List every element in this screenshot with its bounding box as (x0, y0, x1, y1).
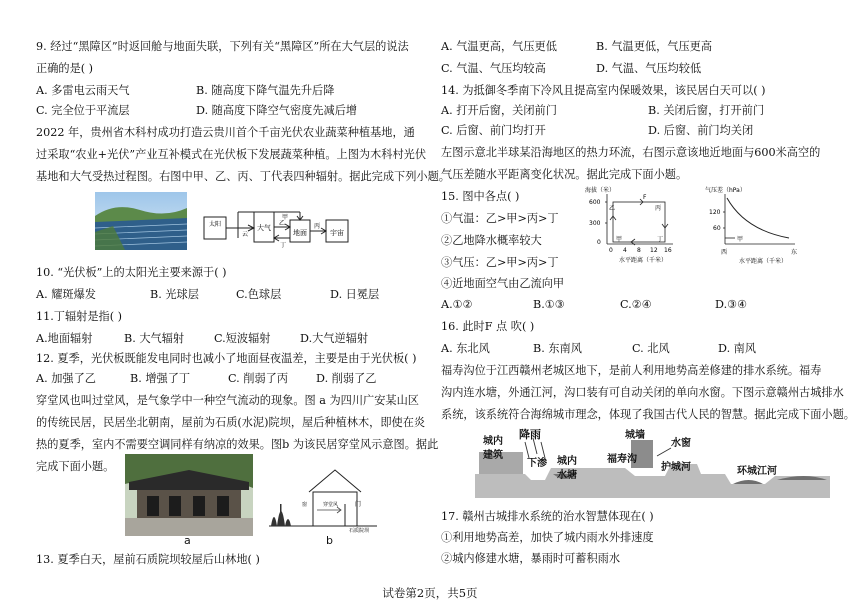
passage2-line-2: 的传统民居，民居坐北朝南，屋前为石质(水泥)院坝，屋后种植林木，即使在炎 (36, 416, 426, 429)
passage4-line-3: 系统，该系统符合海绵城市理念，体现了我国古代人民的智慧。据此完成下面小题。 (441, 408, 855, 421)
passage4-line-1: 福寿沟位于江西赣州老城区地下，是前人利用地势高差修建的排水系统。福寿 (441, 364, 822, 377)
chart1-point-jia: 甲 (616, 236, 623, 243)
passage4-line-2: 沟内连水塘，外通江河，沟口装有可自动关闭的单向水窗。下图示意赣州古城排水 (441, 386, 844, 399)
fushou-seep-label: 下渗 (527, 458, 547, 469)
q10-option-d: D. 日冕层 (330, 288, 380, 301)
fushou-pond-label-2: 水塘 (557, 470, 577, 481)
q9-stem-1: 9. 经过“黑障区”时返回舱与地面失联，下列有关“黑障区”所在大气层的说法 (36, 40, 409, 53)
chart1-point-f: F (643, 194, 647, 201)
diagram-yi-label: 乙 (279, 220, 286, 227)
q17-statement-1: ①利用地势高差，加快了城内雨水外排速度 (441, 531, 654, 544)
fushou-drainage-diagram (475, 428, 830, 498)
q15-option-b: B.①③ (533, 298, 565, 311)
diagram-cloud-label: 云 (242, 231, 249, 238)
diagram-jia-label: 甲 (282, 214, 289, 221)
passage1-line-3: 基地和大气受热过程图。右图中甲、乙、丙、丁代表四种辐射。据此完成下列小题。 (36, 170, 450, 183)
passage2-line-3: 热的夏季，室内不需要空调同样有纳凉的效果。图b 为该民居穿堂风示意图。据此 (36, 438, 439, 451)
chart1-point-bing: 丙 (655, 205, 662, 212)
q12-option-a: A. 加强了乙 (36, 372, 96, 385)
fushou-moat-label: 护城河 (661, 462, 691, 473)
passage3-line-1: 左图示意北半球某沿海地区的热力环流，右图示意该地近地面与600米高空的 (441, 146, 821, 159)
q10-option-b: B. 光球层 (150, 288, 199, 301)
chart1-xtick-8: 8 (637, 247, 641, 254)
q13-option-a: A. 气温更高，气压更低 (441, 40, 557, 53)
q12-option-b: B. 增强了丁 (130, 372, 191, 385)
diagram-sun-label: 太阳 (208, 221, 222, 228)
figure-a-caption: a (184, 534, 191, 547)
q10-stem: 10. “光伏板”上的太阳光主要来源于( ) (36, 266, 227, 279)
diagram-ground-label: 地面 (293, 229, 307, 237)
q16-option-a: A. 东北风 (441, 342, 490, 355)
chart1-xlabel: 水平距离（千米） (619, 257, 668, 264)
fushou-building-label-2: 建筑 (483, 450, 503, 461)
chart2-xlabel: 水平距离（千米） (739, 258, 788, 265)
chart1-point-ding: 丁 (657, 236, 664, 243)
chart1-point-yi: 乙 (609, 205, 616, 212)
q11-option-a: A.地面辐射 (36, 332, 93, 345)
q13-option-d: D. 气温、气压均较低 (596, 62, 702, 75)
fushou-wall-label: 城墙 (625, 430, 645, 441)
fushou-fsg-label: 福寿沟 (607, 454, 637, 465)
passage1-line-2: 过采取“农业+光伏”产业互补模式在光伏板下发展蔬菜种植。上图为木科村光伏 (36, 148, 427, 161)
thermal-circulation-diagram (585, 186, 685, 266)
chart2-ytick-120: 120 (709, 209, 721, 216)
passage1-line-1: 2022 年，贵州省木科村成功打造云贵川首个千亩光伏农业蔬菜种植基地，通 (36, 126, 415, 139)
chart2-point-jia: 甲 (737, 236, 744, 243)
q16-option-d: D. 南风 (718, 342, 757, 355)
chart2-ylabel: 气压差（hPa） (705, 187, 746, 194)
q15-option-a: A.①② (441, 298, 473, 311)
fushou-pond-label-1: 城内 (557, 456, 577, 467)
chart1-ytick-300: 300 (589, 220, 601, 227)
chart1-xtick-0: 0 (609, 247, 613, 254)
q9-option-a: A. 多雷电云雨天气 (36, 84, 130, 97)
q12-option-d: D. 削弱了乙 (316, 372, 377, 385)
diagram-ding-label: 丁 (280, 242, 287, 248)
q12-stem: 12. 夏季，光伏板既能发电同时也减小了地面昼夜温差，主要是由于光伏板( ) (36, 352, 417, 365)
passage3-line-2: 气压差随水平距离变化状况。据此完成下面小题。 (441, 168, 688, 181)
diagram-bing-label: 丙 (314, 223, 321, 230)
q15-statement-4: ④近地面空气由乙流向甲 (441, 277, 565, 290)
q15-statement-2: ②乙地降水概率较大 (441, 234, 542, 247)
q14-option-a: A. 打开后窗，关闭前门 (441, 104, 557, 117)
q13-option-b: B. 气温更低，气压更高 (596, 40, 713, 53)
chart2-west-label: 西 (721, 249, 728, 256)
diagram-b-wind-label: 穿堂风 (323, 502, 339, 508)
q16-option-b: B. 东南风 (533, 342, 582, 355)
diagram-space-label: 宇宙 (330, 229, 344, 237)
diagram-b-yard-label: 石质院坝 (349, 528, 370, 534)
chart1-ytick-0: 0 (597, 239, 601, 246)
chart1-ytick-600: 600 (589, 199, 601, 206)
q10-option-a: A. 耀斑爆发 (36, 288, 96, 301)
q11-option-c: C.短波辐射 (214, 332, 271, 345)
q9-stem-2: 正确的是( ) (36, 62, 94, 75)
q16-option-c: C. 北风 (632, 342, 670, 355)
q9-option-b: B. 随高度下降气温先升后降 (196, 84, 335, 97)
figure-b-caption: b (326, 534, 333, 547)
q15-option-c: C.②④ (620, 298, 652, 311)
page-footer: 试卷第2页，共5页 (382, 586, 478, 600)
q13-stem: 13. 夏季白天，屋前石质院坝较屋后山林地( ) (36, 553, 260, 566)
q14-option-b: B. 关闭后窗，打开前门 (648, 104, 765, 117)
chart2-east-label: 东 (791, 249, 798, 256)
q9-option-d: D. 随高度下降空气密度先减后增 (196, 104, 358, 117)
atmosphere-heating-diagram (202, 208, 352, 248)
q9-option-c: C. 完全位于平流层 (36, 104, 130, 117)
q15-option-d: D.③④ (715, 298, 748, 311)
chart1-xtick-4: 4 (623, 247, 627, 254)
q13-option-c: C. 气温、气压均较高 (441, 62, 546, 75)
chart2-ytick-60: 60 (713, 225, 721, 232)
passage2-line-1: 穿堂风也叫过堂风，是气象学中一种空气流动的现象。图 a 为四川广安某山区 (36, 394, 419, 407)
q15-stem: 15. 图中各点( ) (441, 190, 520, 203)
q14-stem: 14. 为抵御冬季南下冷风且提高室内保暖效果，该民居白天可以( ) (441, 84, 766, 97)
q15-statement-3: ③气压：乙>甲>丙>丁 (441, 256, 559, 269)
pressure-difference-chart (705, 186, 820, 266)
q17-stem: 17. 赣州古城排水系统的治水智慧体现在( ) (441, 510, 654, 523)
chart1-xtick-16: 16 (664, 247, 672, 254)
q14-option-d: D. 后窗、前门均关闭 (648, 124, 754, 137)
q17-statement-2: ②城内修建水塘，暴雨时可蓄积雨水 (441, 552, 621, 565)
passage2-line-4: 完成下面小题。 (36, 460, 115, 473)
house-photo (125, 454, 253, 536)
chart1-xtick-12: 12 (650, 247, 658, 254)
q15-statement-1: ①气温：乙>甲>丙>丁 (441, 212, 559, 225)
q14-option-c: C. 后窗、前门均打开 (441, 124, 546, 137)
diagram-b-door-label: 门 (355, 501, 362, 508)
q10-option-c: C.色球层 (236, 288, 282, 301)
fushou-building-label-1: 城内 (483, 436, 503, 447)
fushou-river-label: 环城江河 (737, 466, 777, 477)
q11-option-d: D.大气逆辐射 (300, 332, 369, 345)
house-wind-diagram (265, 462, 380, 534)
diagram-b-window-label: 窗 (302, 502, 308, 508)
fushou-window-label: 水窗 (671, 438, 691, 449)
q11-option-b: B. 大气辐射 (124, 332, 185, 345)
fushou-rain-label: 降雨 (519, 428, 541, 441)
q16-stem: 16. 此时F 点 吹( ) (441, 320, 535, 333)
diagram-atm-label: 大气 (257, 224, 271, 232)
chart1-ylabel: 海拔（米） (585, 187, 616, 194)
q12-option-c: C. 削弱了丙 (228, 372, 289, 385)
q11-stem: 11.丁辐射是指( ) (36, 310, 123, 323)
solar-farm-photo (95, 192, 187, 250)
